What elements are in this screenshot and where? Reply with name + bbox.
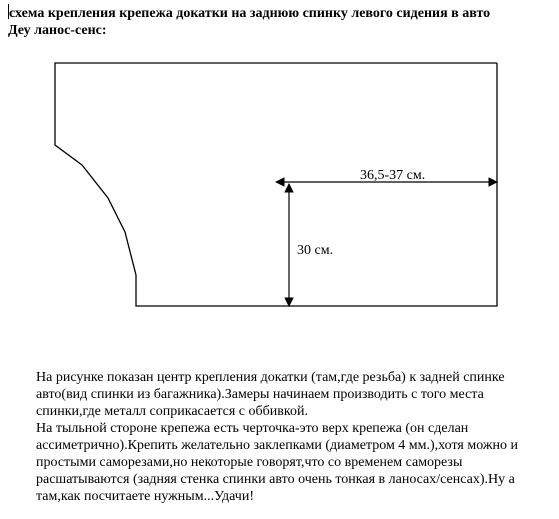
description-paragraph-2: На тыльной стороне крепежа есть черточка-это верх крепежа (он сделан ассиметрично).Крепить желательно заклепками (диаметром 4 мм.),хотя можно и простыми саморезами,но некоторые говорят,что со временем саморезы расшатываются (задняя стенка спинки авто очень тонкая в ланосах/сенсах).Ну а там,как посчитаете нужным...Удачи! (36, 421, 519, 504)
title-line-2: Деу ланос-сенс: (8, 23, 107, 38)
width-dimension-label: 36,5-37 см. (360, 168, 426, 183)
description-text (36, 369, 536, 505)
description-paragraph-1: На рисунке показан центр крепления докатки (там,где резьба) к задней спинке авто(вид спинки из багажника).Замеры начинаем производить с того места спинки,где металл соприкасается с оббивкой. (36, 370, 505, 419)
title-line-1-text: схема крепления крепежа докатки на заднюю спинку левого сидения в авто (9, 6, 491, 21)
seat-back-outline (55, 63, 497, 306)
height-dimension-label: 30 см. (297, 243, 334, 258)
